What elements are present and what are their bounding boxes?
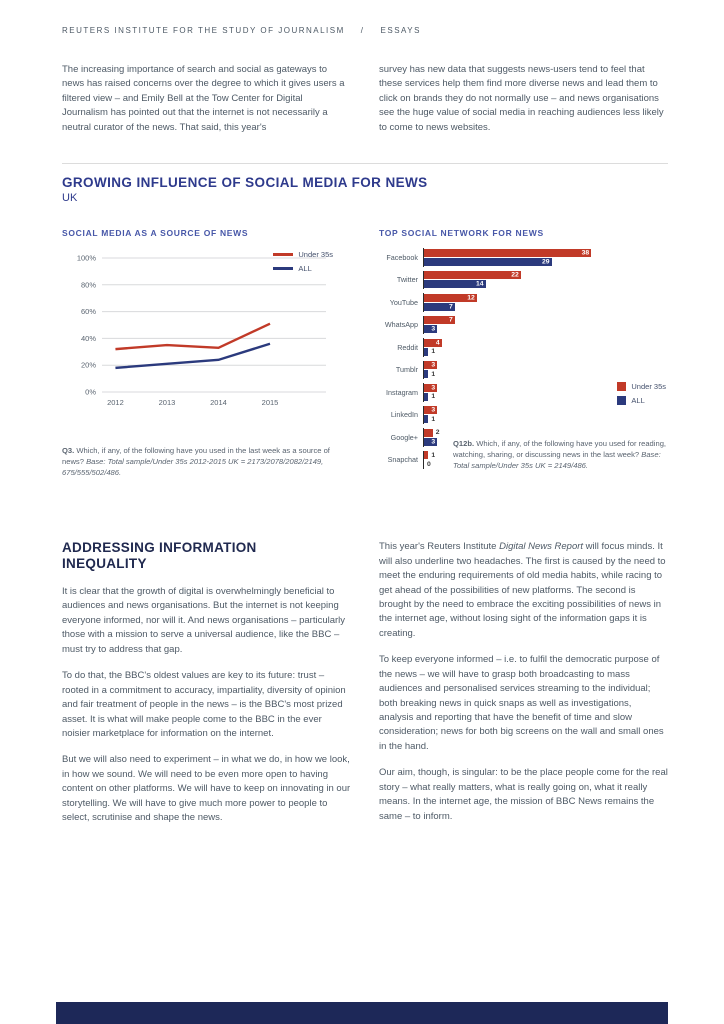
bar: [424, 258, 552, 266]
bar: [424, 280, 486, 288]
section-title-social-media: GROWING INFLUENCE OF SOCIAL MEDIA FOR NEWS: [62, 175, 428, 191]
legend-entry: [617, 396, 666, 405]
bar-category-label: Reddit: [397, 342, 418, 352]
bar-cell: [423, 316, 668, 335]
svg-text:2012: 2012: [107, 398, 124, 408]
legend-swatch: [617, 396, 626, 405]
line-chart-title: SOCIAL MEDIA AS A SOURCE OF NEWS: [62, 228, 249, 239]
page-header: [0, 0, 724, 35]
bar: [424, 384, 437, 392]
bar-cell: [423, 248, 668, 267]
svg-text:80%: 80%: [80, 280, 96, 290]
legend-label: Under 35s: [631, 382, 666, 392]
bar-chart-block: [379, 228, 668, 498]
bar-cell: [423, 361, 668, 380]
section-divider: [62, 163, 668, 164]
bar-chart-title: TOP SOCIAL NETWORK FOR NEWS: [379, 228, 544, 239]
bar: [424, 325, 437, 333]
header-section-label: ESSAYS: [380, 26, 421, 35]
paragraph-text: This year's Reuters Institute: [379, 541, 500, 553]
inequality-right-column: [379, 540, 668, 837]
line-chart-block: [62, 228, 351, 498]
bar: [424, 339, 442, 347]
footer-bar: [56, 1002, 668, 1024]
bar: [424, 249, 591, 257]
bar-row: [379, 293, 668, 312]
bar-value-label: 1: [431, 415, 436, 423]
bar-category-label: Snapchat: [387, 455, 418, 465]
caption-q12b-question: Which, if any, of the following have you used for reading, watching, sharing, or discussing news in the last week?: [453, 439, 667, 460]
bar-value-label: 3: [431, 325, 436, 333]
legend-label: Under 35s: [298, 250, 333, 260]
bar-row: [379, 248, 668, 267]
bar: [424, 348, 428, 356]
caption-q3-base: Base: Total sample/Under 35s 2012-2015 UK = 2173/2078/2082/2149, 675/555/502/486.: [62, 457, 324, 478]
bar: [424, 316, 455, 324]
bar-cell: [423, 293, 668, 312]
bar-category-label: LinkedIn: [390, 410, 418, 420]
legend-swatch: [273, 253, 293, 256]
bar-row: [379, 316, 668, 335]
bar: [424, 415, 428, 423]
caption-q3-label: Q3.: [62, 446, 75, 456]
legend-swatch: [617, 382, 626, 391]
svg-text:0%: 0%: [85, 387, 96, 397]
svg-text:20%: 20%: [80, 360, 96, 370]
bar: [424, 271, 521, 279]
bar-value-label: 1: [431, 393, 436, 401]
legend-entry: [273, 264, 333, 273]
bar-category-label: Twitter: [396, 275, 418, 285]
bar-value-label: 3: [431, 384, 436, 392]
bar-value-label: 0: [427, 460, 431, 468]
svg-text:2015: 2015: [261, 398, 279, 408]
bar: [424, 406, 437, 414]
inequality-paragraph: [379, 540, 668, 641]
bar-value-label: 4: [435, 339, 440, 347]
bar: [424, 294, 477, 302]
bar: [424, 451, 428, 459]
legend-label: ALL: [298, 264, 312, 274]
bar-value-label: 29: [542, 258, 550, 266]
bar-category-label: Facebook: [386, 252, 418, 262]
bar-value-label: 3: [431, 438, 436, 446]
bar-value-label: 38: [581, 249, 590, 257]
report-name-italic: Digital News Report: [499, 541, 584, 553]
bar-value-label: 3: [431, 406, 436, 414]
line-chart-legend: [273, 250, 333, 278]
page-content: [0, 63, 724, 838]
bar-value-label: 1: [431, 370, 436, 378]
inequality-left-column: [62, 540, 351, 837]
bar-value-label: 12: [467, 294, 475, 302]
section-title-inequality: ADDRESSING INFORMATION INEQUALITY: [62, 540, 257, 572]
bar: [424, 303, 455, 311]
svg-text:100%: 100%: [76, 253, 96, 263]
svg-text:2013: 2013: [158, 398, 176, 408]
svg-text:2014: 2014: [210, 398, 227, 408]
inequality-paragraph: But we will also need to experiment – in what we do, in how we look, in how we sound. We will need to be even more open to having content on other platforms. We will have to keep on innovating in our storytelling. We will have to give much more power to people to select, scrutinise and shape the news.: [62, 754, 351, 824]
intro-paragraph-right: survey has new data that suggests news-users tend to feel that these services help them find more diverse news and lead them to click on brands they do not normally use – and news organisations see the huge value of social media in reaching audiences less likely to come to news websites.: [379, 64, 664, 133]
legend-entry: [273, 250, 333, 259]
bar: [424, 393, 428, 401]
bar-value-label: 7: [449, 316, 453, 324]
bar: [424, 370, 428, 378]
bar: [424, 429, 433, 437]
legend-entry: [617, 382, 666, 391]
legend-swatch: [273, 267, 293, 270]
bar-row: [379, 271, 668, 290]
bar-category-label: Instagram: [386, 387, 418, 397]
bar-category-label: WhatsApp: [384, 320, 418, 330]
intro-section: [62, 63, 668, 147]
bar-row: [379, 361, 668, 380]
svg-text:60%: 60%: [80, 307, 96, 317]
svg-text:40%: 40%: [80, 334, 96, 344]
inequality-section: [62, 540, 668, 837]
intro-paragraph-left: The increasing importance of search and social as gateways to news has raised concerns over the degree to which it gives users a filtered view – and Emily Bell at the Tow Center for Digital Journalism has pointed out that the internet is not necessarily a neutral curator of the news. That said, this year's: [62, 64, 345, 133]
bar-category-label: Google+: [390, 432, 418, 442]
inequality-paragraph: Our aim, though, is singular: to be the place people come for the real story – what really matters, what is really going on, what it really means. In the internet age, the mission of BBC News remains the same – to inform.: [379, 767, 668, 822]
bar-category-label: Tumblr: [395, 365, 418, 375]
bar-row: [379, 338, 668, 357]
bar-cell: [423, 271, 668, 290]
bar-chart: [379, 248, 668, 498]
paragraph-text: will focus minds. It will also underline two headaches. The first is caused by the need to meet the enduring requirements of old media habits, while racing to get ahead of the possibilities of new platforms. The second is brought by the need to embrace the exciting possibilities of news in the internet age, without losing sight of the information gaps it is creating.: [379, 541, 666, 639]
header-site-title: REUTERS INSTITUTE FOR THE STUDY OF JOURNALISM: [62, 26, 345, 35]
header-separator: /: [360, 26, 365, 35]
charts-row: [62, 228, 668, 498]
caption-q12b-label: Q12b.: [453, 439, 475, 449]
bar: [424, 438, 437, 446]
bar-value-label: 1: [431, 348, 436, 356]
bar-value-label: 7: [449, 303, 453, 311]
bar-chart-legend: [617, 382, 666, 410]
section-subtitle-uk: UK: [62, 192, 78, 205]
bar-value-label: 3: [431, 361, 436, 369]
bar: [424, 361, 437, 369]
inequality-paragraph: It is clear that the growth of digital is overwhelmingly beneficial to audiences and news organisations. But the internet is not keeping everyone informed, nor will it. And news organisations – particularly those with a mission to serve a universal audience, like the BBC – must try to address that gap.: [62, 586, 346, 655]
legend-label: ALL: [631, 396, 645, 406]
caption-q12b: [453, 438, 668, 471]
bar-value-label: 1: [431, 451, 436, 459]
inequality-paragraph: To do that, the BBC's oldest values are key to its future: trust – rooted in a commitment to accuracy, impartiality, diversity of opinion and fair treatment of people in the news – is the BBC's most prized asset. It is what will make people come to the BBC in the ever noisier marketplace for information on the internet.: [62, 670, 346, 739]
bar-chart-rows: [379, 248, 668, 469]
bar-value-label: 14: [476, 280, 484, 288]
bar-value-label: 22: [511, 271, 519, 279]
caption-q3-question: Which, if any, of the following have you used in the last week as a source of news?: [62, 446, 330, 467]
bar-cell: [423, 338, 668, 357]
bar-category-label: YouTube: [389, 297, 418, 307]
inequality-paragraph: To keep everyone informed – i.e. to fulfil the democratic purpose of the news – we will have to grasp both broadcasting to mass audiences and personalised services streaming to the individual; both breaking news in quick snaps as well as investigations, analysis and reporting that have the benefit of time and slow consideration; news for both big screens on the wall and small ones in the hand.: [379, 654, 664, 752]
bar-value-label: 2: [435, 429, 440, 437]
caption-q3: [62, 445, 338, 478]
caption-q12b-base: Base: Total sample/Under 35s UK = 2149/486.: [453, 450, 661, 471]
